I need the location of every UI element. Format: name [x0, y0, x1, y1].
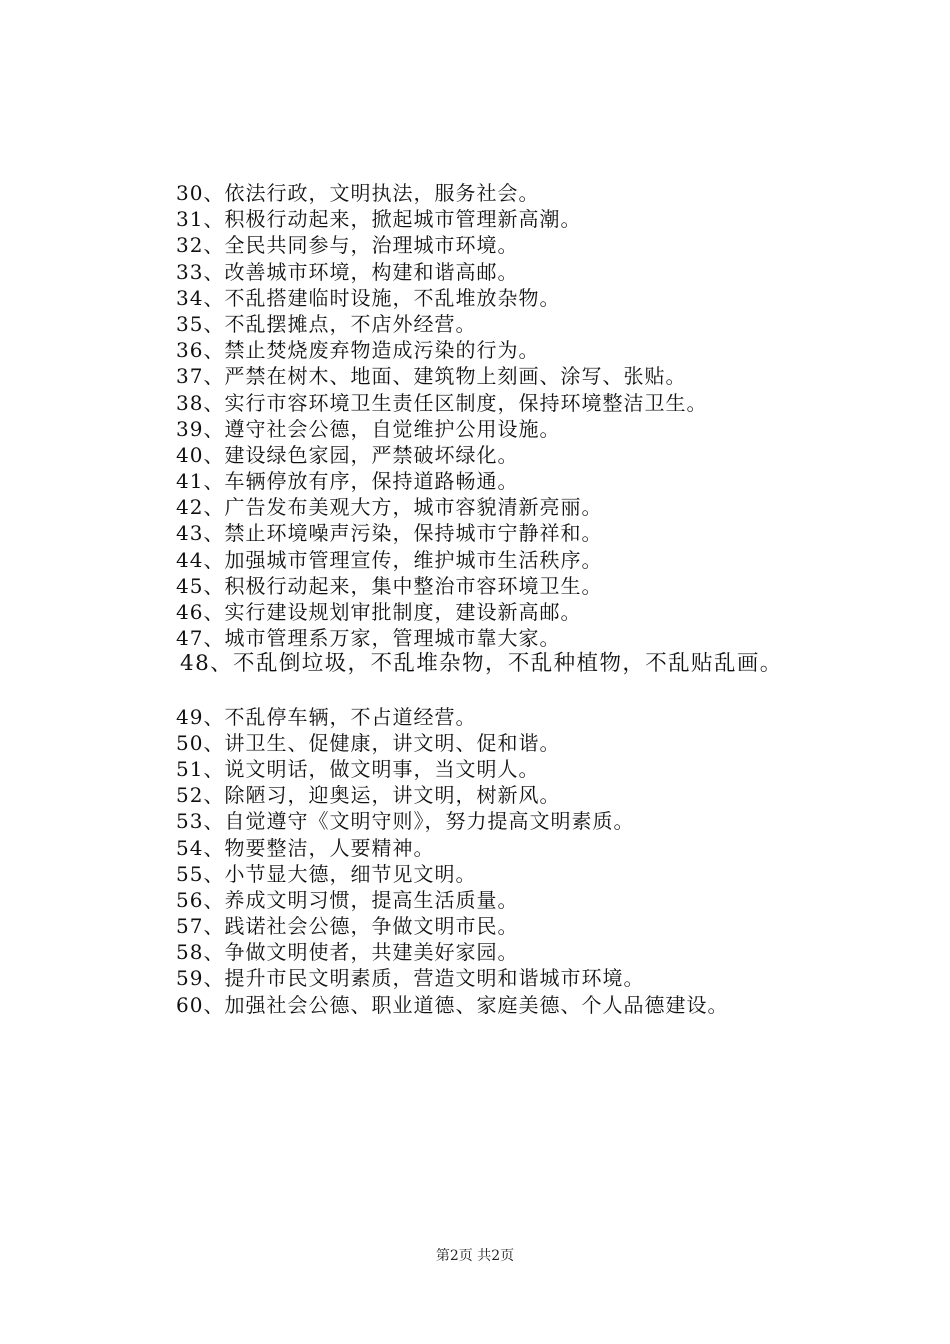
list-item: 33、改善城市环境，构建和谐高邮。	[176, 259, 519, 284]
list-item: 59、提升市民文明素质，营造文明和谐城市环境。	[176, 966, 645, 991]
list-item: 52、除陋习，迎奥运，讲文明，树新风。	[176, 783, 561, 808]
list-item: 57、践诺社会公德，争做文明市民。	[176, 914, 519, 939]
list-item: 37、严禁在树木、地面、建筑物上刻画、涂写、张贴。	[176, 364, 687, 389]
list-item: 47、城市管理系万家，管理城市靠大家。	[176, 626, 561, 651]
list-item: 43、禁止环境噪声污染，保持城市宁静祥和。	[176, 521, 603, 546]
list-item: 40、建设绿色家园，严禁破坏绿化。	[176, 442, 519, 467]
list-item: 30、依法行政，文明执法，服务社会。	[176, 181, 540, 205]
list-item: 51、说文明话，做文明事，当文明人。	[176, 756, 540, 781]
list-item: 54、物要整洁，人要精神。	[176, 835, 435, 860]
list-item: 45、积极行动起来，集中整治市容环境卫生。	[176, 573, 603, 598]
list-item: 46、实行建设规划审批制度，建设新高邮。	[176, 600, 582, 624]
list-item: 36、禁止焚烧废弃物造成污染的行为。	[176, 338, 540, 363]
list-item: 56、养成文明习惯，提高生活质量。	[176, 887, 519, 912]
list-item: 41、车辆停放有序，保持道路畅通。	[176, 469, 519, 494]
list-item: 34、不乱搭建临时设施，不乱堆放杂物。	[176, 285, 561, 310]
list-item: 42、广告发布美观大方，城市容貌清新亮丽。	[176, 495, 603, 520]
page-footer: 第2页 共2页	[435, 1248, 515, 1264]
list-item: 44、加强城市管理宣传，维护城市生活秩序。	[176, 547, 603, 572]
slogan-list	[176, 180, 783, 1018]
list-item: 38、实行市容环境卫生责任区制度，保持环境整洁卫生。	[176, 390, 708, 415]
list-item: 48、不乱倒垃圾，不乱堆杂物，不乱种植物，不乱贴乱画。	[180, 651, 783, 677]
list-item: 58、争做文明使者，共建美好家园。	[176, 940, 519, 965]
list-item: 49、不乱停车辆，不占道经营。	[176, 704, 477, 729]
list-item: 35、不乱摆摊点，不店外经营。	[176, 311, 477, 336]
list-item: 60、加强社会公德、职业道德、家庭美德、个人品德建设。	[176, 992, 729, 1017]
list-item: 53、自觉遵守《文明守则》，努力提高文明素质。	[176, 809, 635, 834]
list-item: 31、积极行动起来，掀起城市管理新高潮。	[176, 207, 582, 232]
list-item: 32、全民共同参与，治理城市环境。	[176, 233, 519, 258]
list-item: 55、小节显大德，细节见文明。	[176, 861, 477, 886]
list-item: 39、遵守社会公德，自觉维护公用设施。	[176, 416, 561, 441]
list-item: 50、讲卫生、促健康，讲文明、促和谐。	[176, 730, 561, 755]
